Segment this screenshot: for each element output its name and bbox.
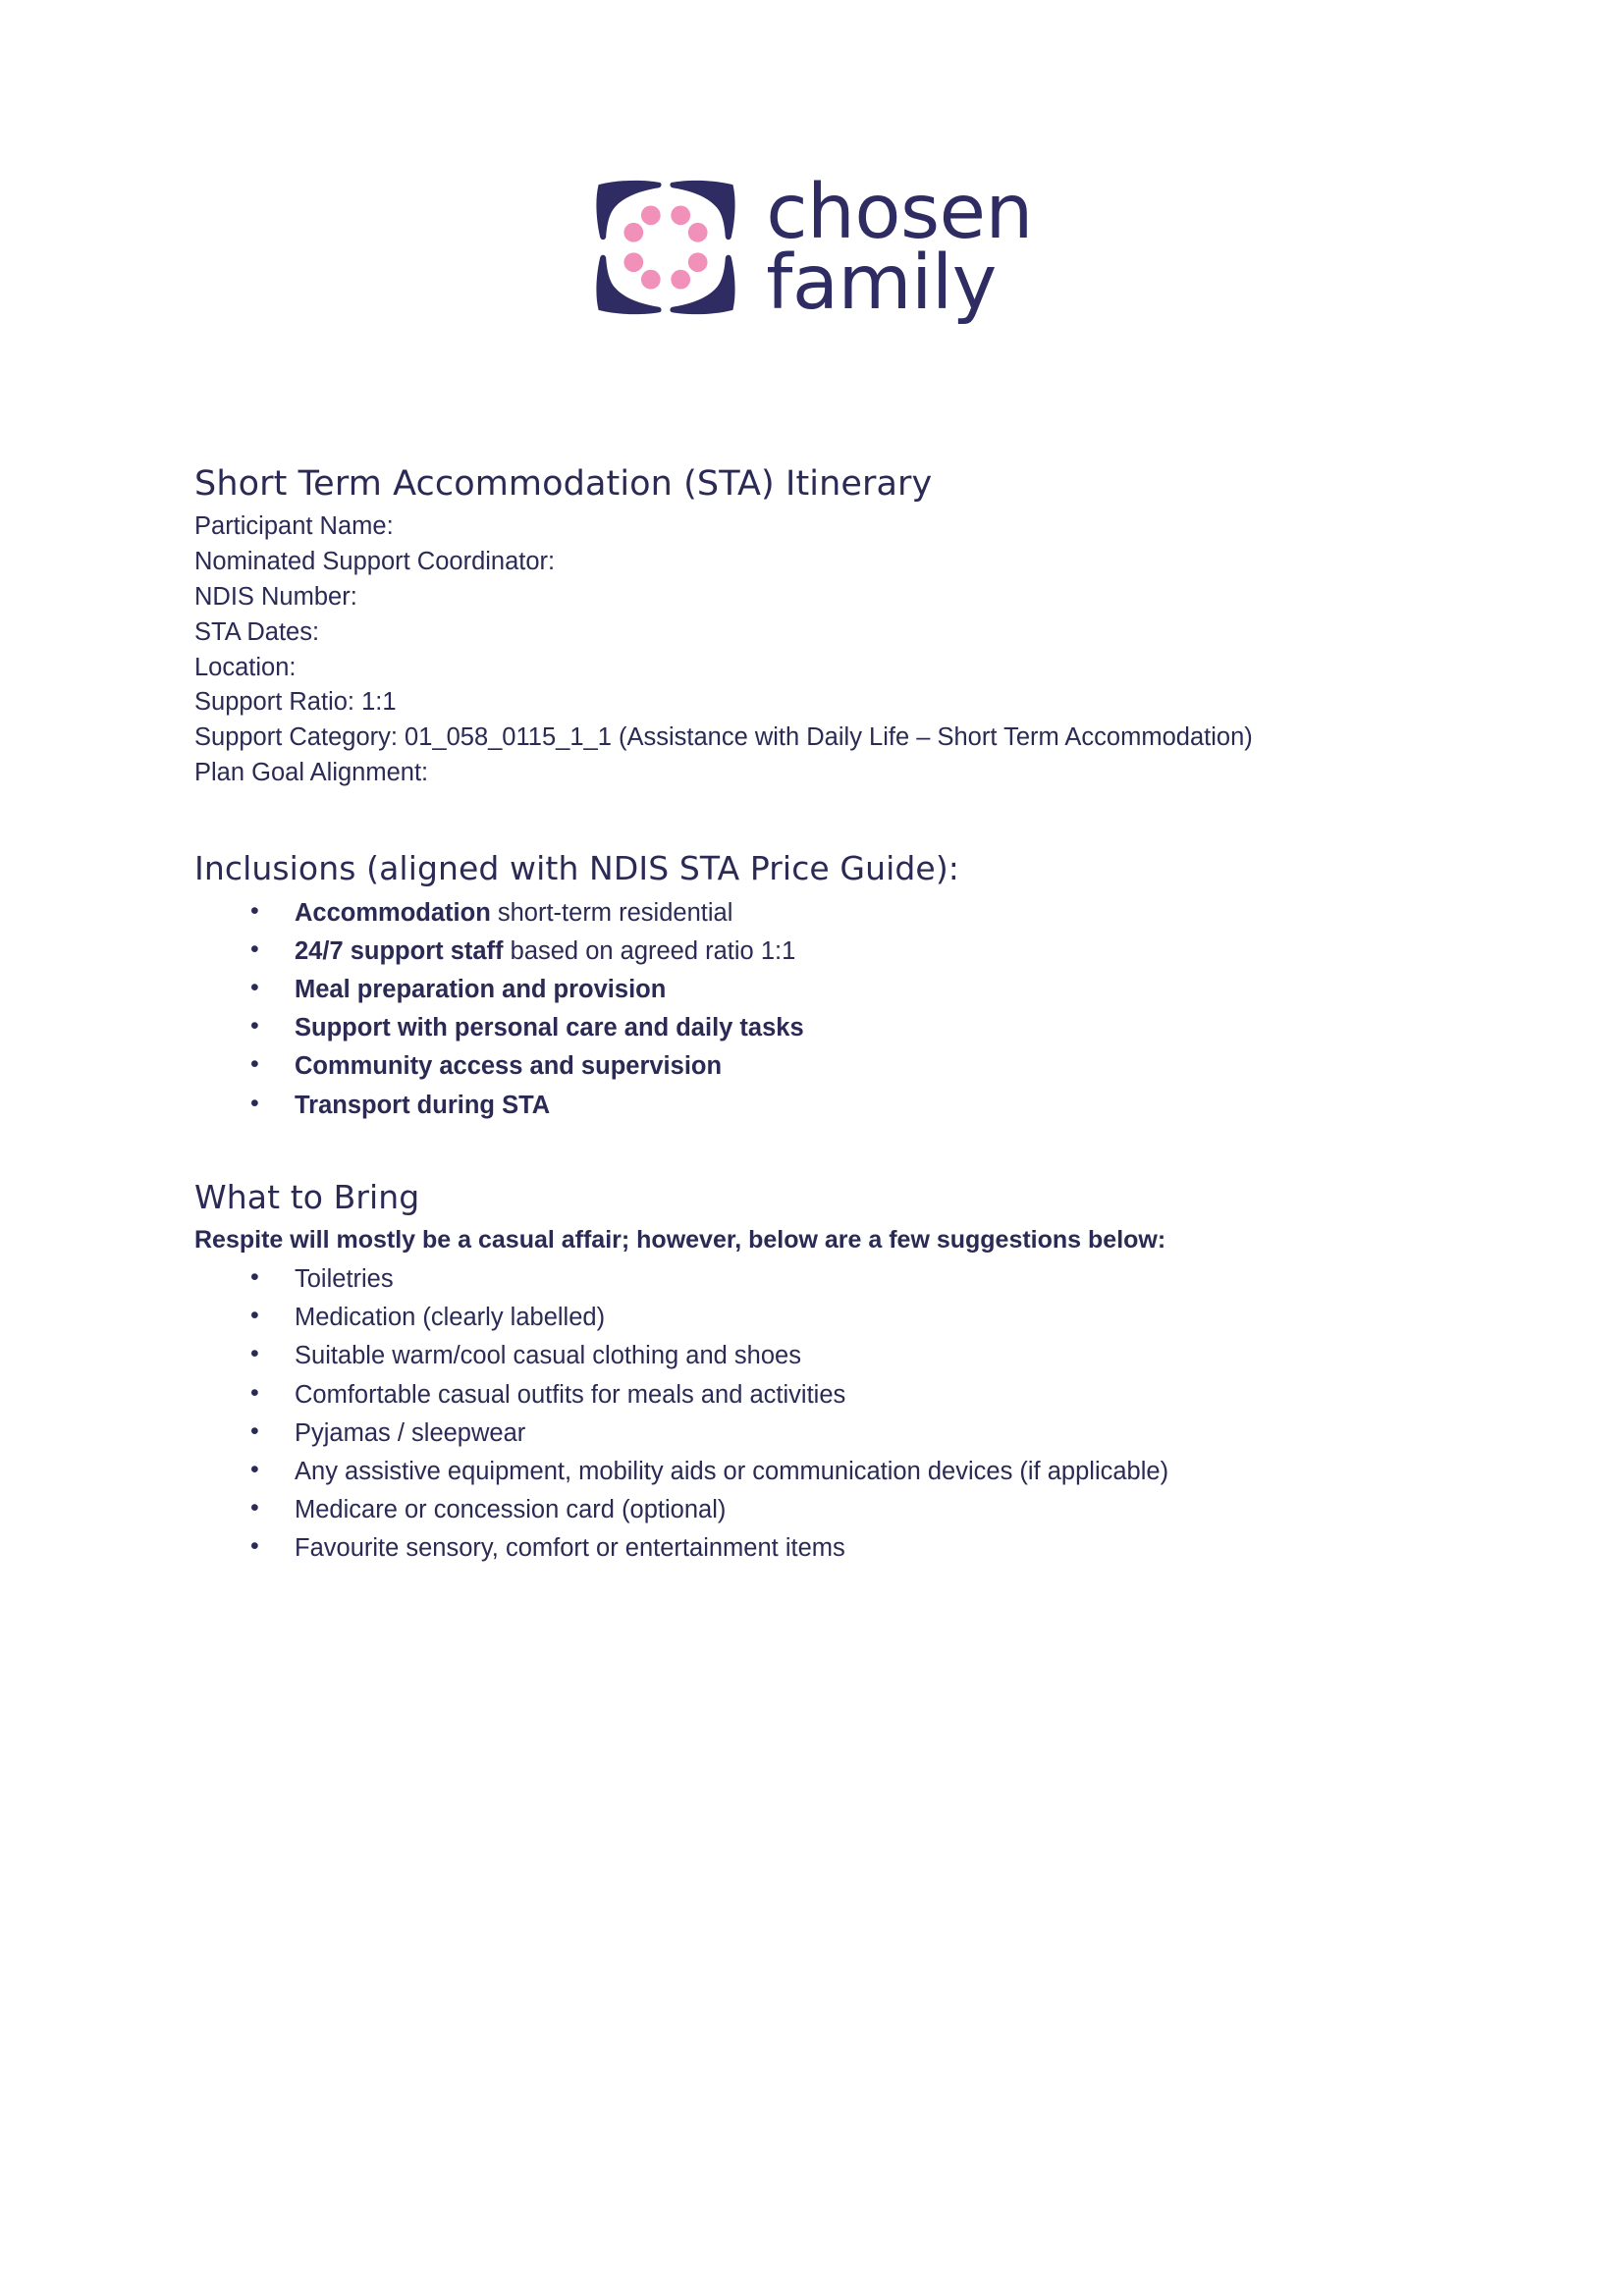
list-item-bold: Transport during STA xyxy=(295,1091,551,1119)
list-item xyxy=(194,1088,1461,1123)
what-to-bring-lead: Respite will mostly be a casual affair; however, below are a few suggestions below: xyxy=(194,1226,1166,1255)
list-item: • Favourite sensory, comfort or entertainment items xyxy=(194,1530,1461,1566)
list-item-bold: Community access and supervision xyxy=(295,1052,723,1081)
list-item: • Pyjamas / sleepwear xyxy=(194,1415,1461,1451)
meta-line: Support Category: 01_058_0115_1_1 (Assistance with Daily Life – Short Term Accommodation) xyxy=(194,723,1253,752)
section-heading-inclusions: Inclusions (aligned with NDIS STA Price Guide): xyxy=(194,849,960,888)
participant-details-block xyxy=(194,509,1461,792)
list-item-rest: based on agreed ratio 1:1 xyxy=(503,936,796,965)
meta-line: Location: xyxy=(194,653,297,681)
meta-line: Participant Name: xyxy=(194,511,394,540)
list-item: • Medicare or concession card (optional) xyxy=(194,1492,1461,1527)
list-item-bold: 24/7 support staff xyxy=(295,936,504,965)
list-item: • Comfortable casual outfits for meals and activities xyxy=(194,1377,1461,1413)
brand-wordmark xyxy=(766,169,1033,327)
meta-line: STA Dates: xyxy=(194,617,320,646)
list-item xyxy=(194,1010,1461,1045)
meta-line: Plan Goal Alignment: xyxy=(194,759,429,787)
chosen-family-logo-mark-icon xyxy=(591,173,740,322)
document-content xyxy=(194,463,1461,1570)
meta-line: Nominated Support Coordinator: xyxy=(194,547,556,575)
inclusions-list xyxy=(194,895,1461,1123)
list-item-bold: Support with personal care and daily tasks xyxy=(295,1014,804,1042)
list-item: • Medication (clearly labelled) xyxy=(194,1300,1461,1335)
list-item-rest: short-term residential xyxy=(490,898,733,927)
section-spacer xyxy=(194,1126,1461,1177)
list-item: • Any assistive equipment, mobility aids or communication devices (if applicable) xyxy=(194,1454,1461,1489)
section-spacer xyxy=(194,791,1461,848)
section-heading-what-to-bring: What to Bring xyxy=(194,1177,420,1216)
meta-line: Support Ratio: 1:1 xyxy=(194,688,397,717)
brand-wordmark-line1: chosen xyxy=(766,169,1033,257)
brand-logo xyxy=(0,169,1624,327)
list-item xyxy=(194,895,1461,931)
what-to-bring-list xyxy=(194,1261,1461,1567)
brand-wordmark-line2: family xyxy=(766,240,997,327)
list-item-bold: Accommodation xyxy=(295,898,491,927)
page-title: Short Term Accommodation (STA) Itinerary xyxy=(194,464,933,504)
list-item xyxy=(194,1048,1461,1084)
list-item: • Suitable warm/cool casual clothing and shoes xyxy=(194,1338,1461,1373)
meta-line: NDIS Number: xyxy=(194,582,357,611)
list-item xyxy=(194,934,1461,969)
list-item: • Toiletries xyxy=(194,1261,1461,1297)
list-item-bold: Meal preparation and provision xyxy=(295,975,667,1003)
list-item xyxy=(194,972,1461,1007)
